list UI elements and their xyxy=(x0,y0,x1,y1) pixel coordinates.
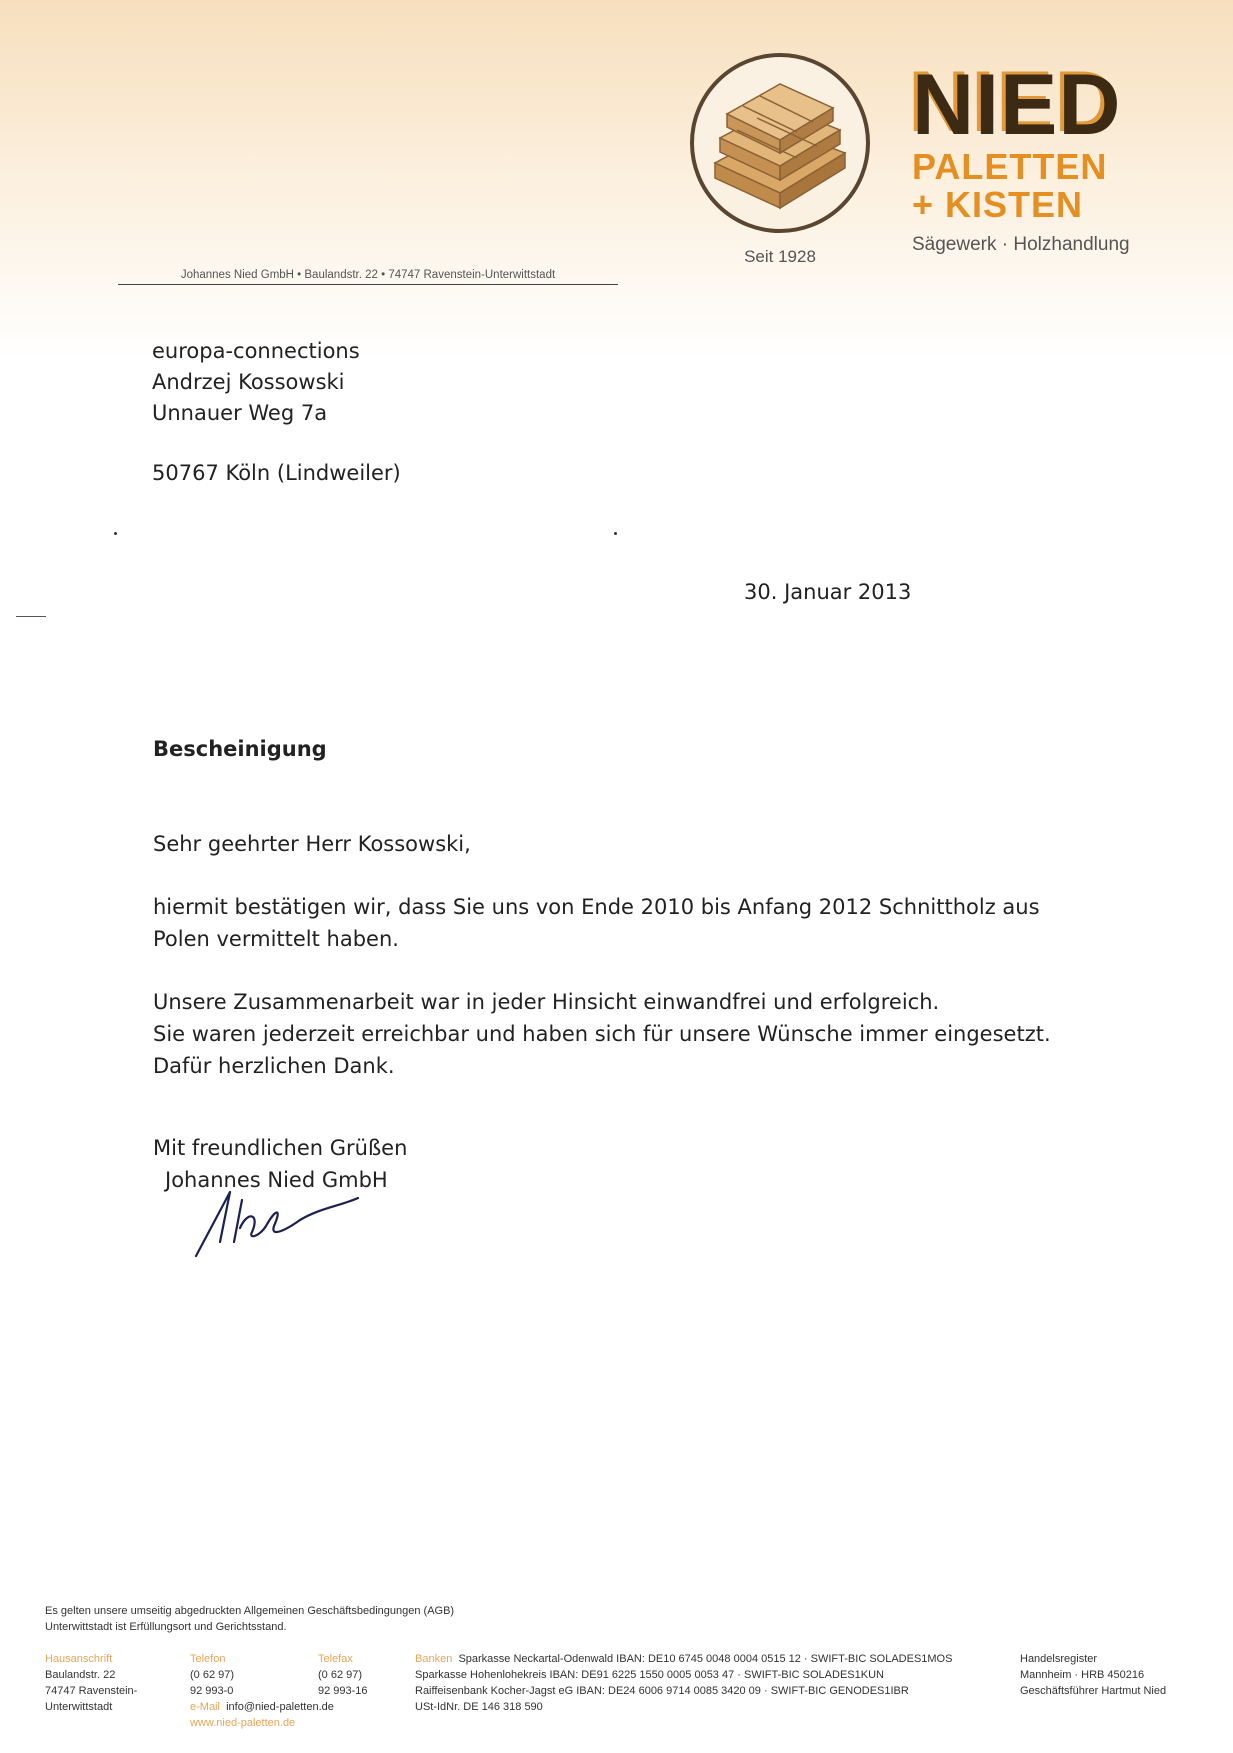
footer-fax-label: Telefax xyxy=(318,1653,353,1665)
fold-mark xyxy=(16,616,46,617)
footer-phone xyxy=(190,1651,334,1731)
footer-address-line: 74747 Ravenstein- xyxy=(45,1685,138,1697)
body-paragraph-2-line-2: Sie waren jederzeit erreichbar und haben sich für unsere Wünsche immer eingesetzt. xyxy=(153,1022,1051,1046)
founded-year: Seit 1928 xyxy=(744,247,816,266)
footer-vat-id: USt-IdNr. DE 146 318 590 xyxy=(415,1701,543,1713)
recipient-street: Unnauer Weg 7a xyxy=(152,401,328,425)
footer-register-line: Mannheim · HRB 450216 xyxy=(1020,1669,1145,1681)
recipient-city: 50767 Köln (Lindweiler) xyxy=(152,461,401,485)
footer-address-line: Baulandstr. 22 xyxy=(45,1669,116,1681)
footer-bank-line: Sparkasse Neckartal-Odenwald IBAN: DE10 6745 0048 0004 0515 12 · SWIFT-BIC SOLADES1MOS xyxy=(458,1653,953,1665)
footer-banks-label: Banken xyxy=(415,1653,453,1665)
window-corner-mark xyxy=(114,532,117,535)
body-paragraph-2-line-1: Unsere Zusammenarbeit war in jeder Hinsicht einwandfrei und erfolgreich. xyxy=(153,990,940,1014)
body-paragraph-2 xyxy=(153,986,1103,1082)
footer-bank-line: Sparkasse Hohenlohekreis IBAN: DE91 6225 1550 0005 0053 47 · SWIFT-BIC SOLADES1KUN xyxy=(415,1669,884,1681)
brand-tagline: Sägewerk · Holzhandlung xyxy=(912,234,1130,255)
footer-email: info@nied-paletten.de xyxy=(226,1701,334,1713)
brand-name: NIED xyxy=(912,57,1122,153)
footer-phone-line: (0 62 97) xyxy=(190,1669,235,1681)
recipient-name: Andrzej Kossowski xyxy=(152,370,345,394)
salutation: Sehr geehrter Herr Kossowski, xyxy=(153,832,471,856)
footer-email-label: e-Mail xyxy=(190,1701,220,1713)
footer-fax xyxy=(318,1651,398,1699)
letter-subject: Bescheinigung xyxy=(153,737,327,761)
company-logo xyxy=(912,57,1172,256)
footer-register-line: Handelsregister xyxy=(1020,1653,1098,1665)
footer-address-line: Unterwittstadt xyxy=(45,1701,113,1713)
footer-fax-line: 92 993-16 xyxy=(318,1685,368,1697)
closing-greeting: Mit freundlichen Grüßen xyxy=(153,1136,408,1160)
window-corner-mark xyxy=(614,532,617,535)
handwritten-signature xyxy=(190,1170,370,1260)
recipient-company: europa-connections xyxy=(152,339,360,363)
recipient-address xyxy=(152,336,401,489)
terms-note xyxy=(45,1603,454,1635)
terms-note-line-1: Es gelten unsere umseitig abgedruckten Allgemeinen Geschäftsbedingungen (AGB) xyxy=(45,1605,455,1617)
letter-body xyxy=(153,828,1103,1113)
closing-company: Johannes Nied GmbH xyxy=(165,1168,388,1192)
body-paragraph-2-line-3: Dafür herzlichen Dank. xyxy=(153,1054,395,1078)
letter-date: 30. Januar 2013 xyxy=(744,580,912,604)
footer-banks xyxy=(415,1651,1015,1715)
footer-bank-line: Raiffeisenbank Kocher-Jagst eG IBAN: DE24 6006 9714 0085 3420 09 · SWIFT-BIC GENODES1IBR xyxy=(415,1685,909,1697)
sender-return-address: Johannes Nied GmbH • Baulandstr. 22 • 74747 Ravenstein-Unterwittstadt xyxy=(118,269,618,285)
body-paragraph-1: hiermit bestätigen wir, dass Sie uns von Ende 2010 bis Anfang 2012 Schnittholz aus Polen vermittelt haben. xyxy=(153,895,1040,951)
footer-address xyxy=(45,1651,170,1715)
brand-line-1: PALETTEN xyxy=(912,146,1108,187)
footer-register xyxy=(1020,1651,1220,1699)
footer-address-label: Hausanschrift xyxy=(45,1653,113,1665)
footer-fax-line: (0 62 97) xyxy=(318,1669,363,1681)
terms-note-line-2: Unterwittstadt ist Erfüllungsort und Gerichtsstand. xyxy=(45,1621,287,1633)
brand-line-2: + KISTEN xyxy=(912,184,1084,225)
pallet-stack-seal-icon xyxy=(685,48,875,238)
footer-phone-label: Telefon xyxy=(190,1653,226,1665)
footer-phone-line: 92 993-0 xyxy=(190,1685,234,1697)
footer-website: www.nied-paletten.de xyxy=(190,1717,296,1729)
footer-register-line: Geschäftsführer Hartmut Nied xyxy=(1020,1685,1167,1697)
